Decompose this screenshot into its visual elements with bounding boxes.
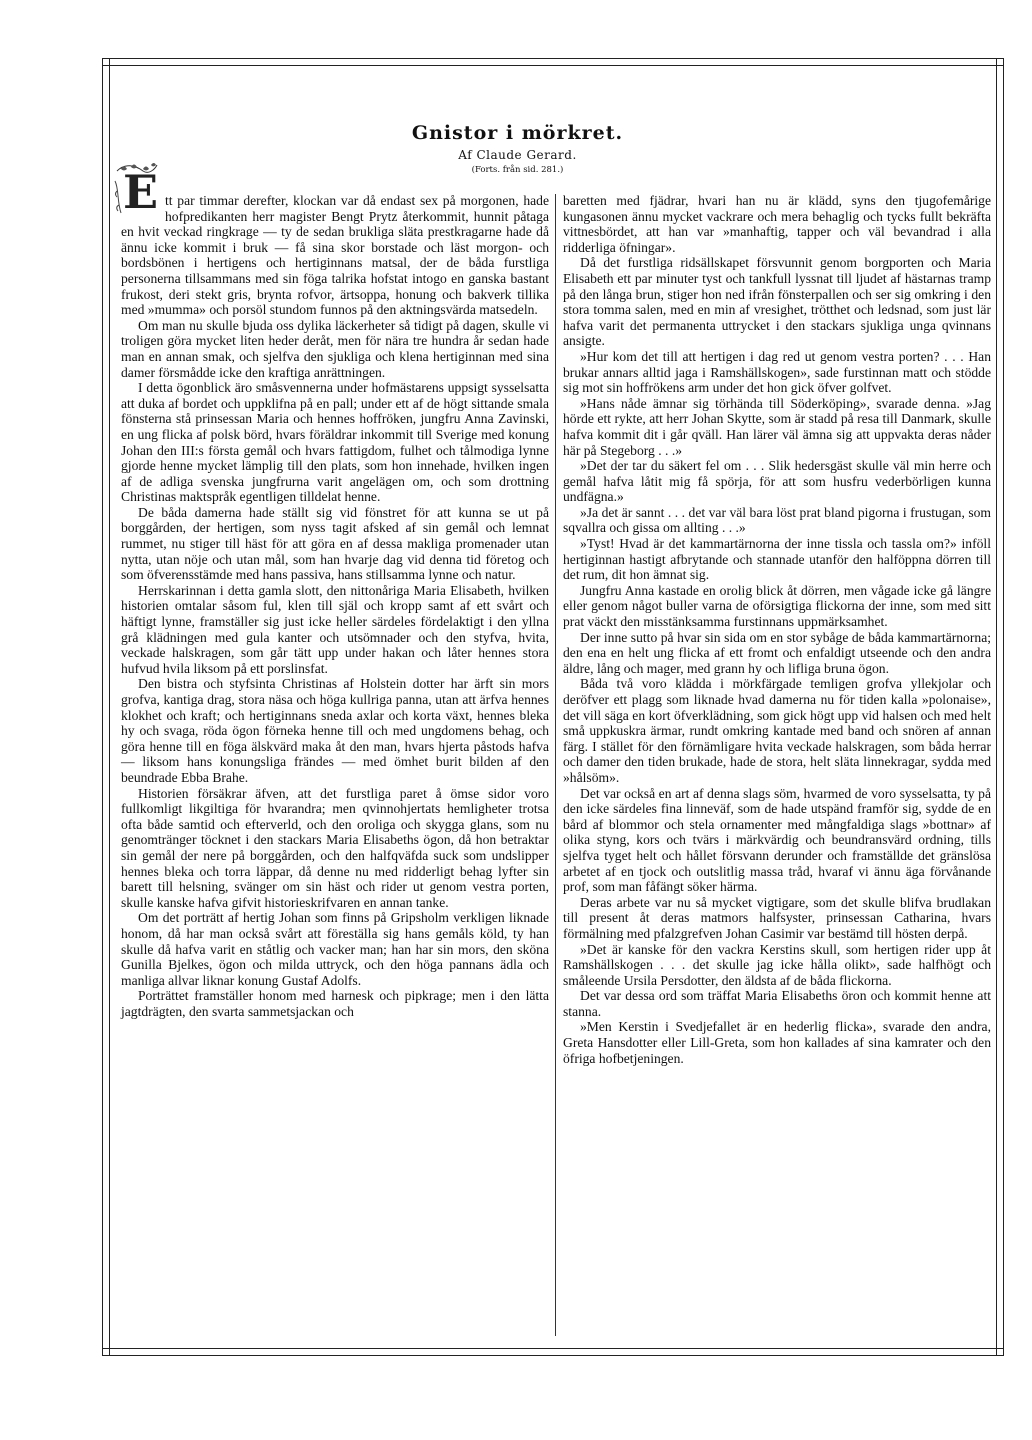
article-byline: Af Claude Gerard. [458, 148, 577, 162]
paragraph: Porträttet framställer honom med harnesk och pipkrage; men i den lätta jagtdrägten, den svarta sammetsjackan och [121, 988, 549, 1019]
article-header [120, 120, 915, 176]
article-title: Gnistor i mörkret. [411, 122, 624, 144]
border-bottom-rule [102, 1348, 1004, 1356]
paragraph: I detta ögonblick äro småsvennerna under hofmästarens uppsigt sysselsatta att duka af bordet och uppklifna på en pall; under ett af de högt sittande smala fönsterna stå prinsessan Maria och hennes hoffröken, jungfru Anna Zavinski, en ung flicka af polsk börd, hvars föräldrar inkommit till Sverige med konung Johan den III:s första gemål och hvars fattigdom, fulhet och tålmodiga lynne gjorde henne mycket lämplig till den plats, som hon innehade, hvilken ingen af de adliga svenska jungfrurna varit angelägen om, och som drottning Christinas maktspråk egentligen tilldelat henne. [121, 380, 549, 505]
paragraph: Då det furstliga ridsällskapet försvunnit genom borgporten och Maria Elisabeth ett par minuter tyst och tankfull lyssnat till ljudet af hästarnas tramp på den långa brun, stiger hon ned ifrån fönsterpallen och ser sig omkring i den stora tomma salen, med en min af vresighet, trötthet och ledsnad, som just lär hafva varit det permanenta uttrycket i den stackars sjukliga unga qvinnans ansigte. [563, 255, 991, 349]
paragraph: »Hans nåde ämnar sig törhända till Söderköping», svarade denna. »Jag hörde ett rykte, att herr Johan Skytte, som är stadd på resa till Danmark, skulle hafva kommit dit i går qväll. Han lärer väl ämna sig att uppvakta deras nåder här på Stegeborg . . .» [563, 395, 991, 458]
paragraph: Deras arbete var nu så mycket vigtigare, som det skulle blifva brudlakan till present åt deras matmors halfsyster, prinsessan Catharina, hvars förmälning med pfalzgrefven Johan Casimir var bestämd till hösten derpå. [563, 894, 991, 941]
paragraph: Der inne sutto på hvar sin sida om en stor sybåge de båda kammartärnorna; den ena en helt ung flicka af ett fromt och enfaldigt utseende och den andra äldre, lång och mager, med grann hy och lifliga bruna ögon. [563, 629, 991, 676]
decorated-initial [113, 161, 159, 219]
right-column [563, 193, 991, 1066]
paragraph: Historien försäkrar äfven, att det furstliga paret å ömse sidor voro fullkomligt likgiltiga för hvarandra; men qvinnohjertats hemligheter trotsa ofta både samtid och efterverld, och den oroliga och skygga glans, som nu genomtränger töcknet i den stackars Maria Elisabeths ögon, då hon betraktar sin gemål der nere på borggården, och den halfqväfda suck som undslipper hennes bleka och torra läppar, då denne nu med ridderligt behag lyfter sin barett till helsning, svänger om sin häst och rider ut genom vestra porten, skulle kanske hafva gifvit historieskrifvaren en annan tanke. [121, 785, 549, 910]
border-top-rule [102, 58, 1004, 66]
initial-letter: E [123, 165, 159, 219]
paragraph: Det var också en art af denna slags söm, hvarmed de voro sysselsatta, ty på den icke särdeles fina linneväf, som de hade utspänd framför sig, sydde de en bård af blommor och stela ornamenter med mångfaldiga slags »bottnar» af olika styng, kors och tvärs i märkvärdig och beundransvärd ordning, tills sjelfva tyget helt och hållet försvann derunder och framställde det gränslösa arbetet af en tjock och outslitlig massa tråd, hvaraf vi ännu äga förvånande prof, som man fåfängt söker härma. [563, 785, 991, 895]
paragraph: Den bistra och styfsinta Christinas af Holstein dotter har ärft sin mors grofva, kantiga drag, stora näsa och höga kullriga panna, utan att ärfva hennes klokhet och kraft; och hertiginnans sneda axlar och korta växt, hennes bleka hy och svaga, röda ögon förneka henne till och med ungdomens behag, och göra henne till en föga älskvärd maka åt den man, hvars hjerta påstods hafva — liksom hans konungsliga frändes — med ömhet burit bilden af den beundrade Ebba Brahe. [121, 676, 549, 785]
paragraph: Om det porträtt af hertig Johan som finns på Gripsholm verkligen liknade honom, då har man också svårt att föreställa sig hans gemåls köld, ty han skulle då hafva varit en ståtlig och vacker man; han har sin mors, den sköna Gunilla Bjelkes, ögon och milda uttryck, och den höga pannans ädla och manliga allvar liknar konung Gustaf Adolfs. [121, 910, 549, 988]
paragraph: »Ja det är sannt . . . det var väl bara löst prat bland pigorna i frustugan, som sqvallra och gissa om allting . . .» [563, 504, 991, 536]
paragraph: Om man nu skulle bjuda oss dylika läckerheter så tidigt på dagen, skulle vi troligen göra mycket liten heder deråt, men för nära tre hundra år sedan hade man en annan smak, och sjelfva den sjukliga och klena hertiginnan med sina damer försmådde icke den kraftiga anrättningen. [121, 317, 549, 380]
paragraph: »Men Kerstin i Svedjefallet är en hederlig flicka», svarade den andra, Greta Hansdotter eller Lill-Greta, som hon kallades af sina kamrater och den öfriga hofbetjeningen. [563, 1019, 991, 1066]
paragraph-text: tt par timmar derefter, klockan var då endast sex på morgonen, hade hofpredikanten herr magister Bengt Prytz återkommit, hunnit påtaga en hvit veckad ringkrage — ty de sedan brukliga släta prestkragarne hade då ännu icke kommit i bruk — få sina skor borstade och läst morgon- och bordsbönen i hertigens och hertiginnans matsal, der de båda furstliga personerna tillsammans med sin föga talrika hofstat intogo en ganska bastant frukost, deri stekt gris, brynta rofvor, ärtsoppa, honung och bakverk tillika med »mumma» och porsöl stundom funnos på den aktningsvärda matsedeln. [121, 193, 549, 318]
paragraph: Herrskarinnan i detta gamla slott, den nittonåriga Maria Elisabeth, hvilken historien omtalar såsom ful, klen till själ och kropp samt af ett svårt och häftigt lynne, framställer sig just icke heller särdeles fördelaktigt i den yllna grå klädningen med gula kanter och utsömnader och den styfva, hvita, veckade halskragen, som går tätt upp under hakan och låter hennes stora hufvud hvila liksom på ett porslinsfat. [121, 582, 549, 676]
border-left-rule [102, 58, 110, 1356]
paragraph: »Det är kanske för den vackra Kerstins skull, som hertigen rider upp åt Ramshällskogen . . . det skulle jag icke hålla olikt», sade halfhögt och småleende Ursila Persdotter, den äldsta af de båda flickorna. [563, 941, 991, 988]
paragraph: »Hur kom det till att hertigen i dag red ut genom vestra porten? . . . Han brukar annars alltid jaga i Ramshällskogen», sade furstinnan matt och stödde sig mot sin hoffrökens arm under det hon gick öfver golfvet. [563, 348, 991, 396]
paragraph: De båda damerna hade ställt sig vid fönstret för att kunna se ut på borggården, der hertigen, som nyss tagit afsked af sin gemål och lemnat rummet, nu stiger till häst för att göra en af dessa makliga promenader utan nytta, utan nöje och utan mål, som han hvarje dag vid denna tid företog och som öfverensstämde med hans passiva, hans stillsamma lynne och natur. [121, 504, 549, 583]
continuation-note: (Forts. från sid. 281.) [471, 165, 564, 175]
paragraph: baretten med fjädrar, hvari han nu är klädd, syns den tjugofemårige kungasonen ännu mycket vackrare och mera behaglig och tycks fullt bekräfta vittnesbördet, att han var »manhaftig, tapper och väl bevandrad i alla ridderliga öfningar». [563, 193, 991, 255]
border-right-rule [996, 58, 1004, 1356]
paragraph: Det var dessa ord som träffat Maria Elisabeths öron och kommit henne att stanna. [563, 988, 991, 1019]
column-divider [555, 194, 556, 1336]
paragraph: »Det der tar du säkert fel om . . . Slik hedersgäst skulle väl min herre och gemål hafva låtit mig få spörja, för att som husfru vederbörligen kunna undfägna.» [563, 458, 991, 505]
paragraph: Jungfru Anna kastade en orolig blick åt dörren, men vågade icke gå längre eller genom något buller varna de oförsigtiga flickorna der inne, som med sitt prat väckt den misstänksamma furstinnans uppmärksamhet. [563, 582, 991, 630]
paragraph: Båda två voro klädda i mörkfärgade temligen grofva yllekjolar och deröfver ett plagg som liknade hvad damerna nu för tiden kalla »polonaise», det vill säga en kort öfverklädning, som gick högt upp vid halsen och med helt små uppkuskra ärmar, rundt omkring kantade med band och snören af annan färg. I stället för den förnämligare hvita veckade halskragen, som båda herrar och damer den tiden brukade, hade de stora, helt släta linnekragar, sydda med »hålsöm». [563, 676, 991, 785]
paragraph: »Tyst! Hvad är det kammartärnorna der inne tissla och tassla om?» inföll hertiginnan hastigt afbrytande och stannade utanför den halföppna dörren till det rum, dit hon ämnat sig. [563, 536, 991, 583]
